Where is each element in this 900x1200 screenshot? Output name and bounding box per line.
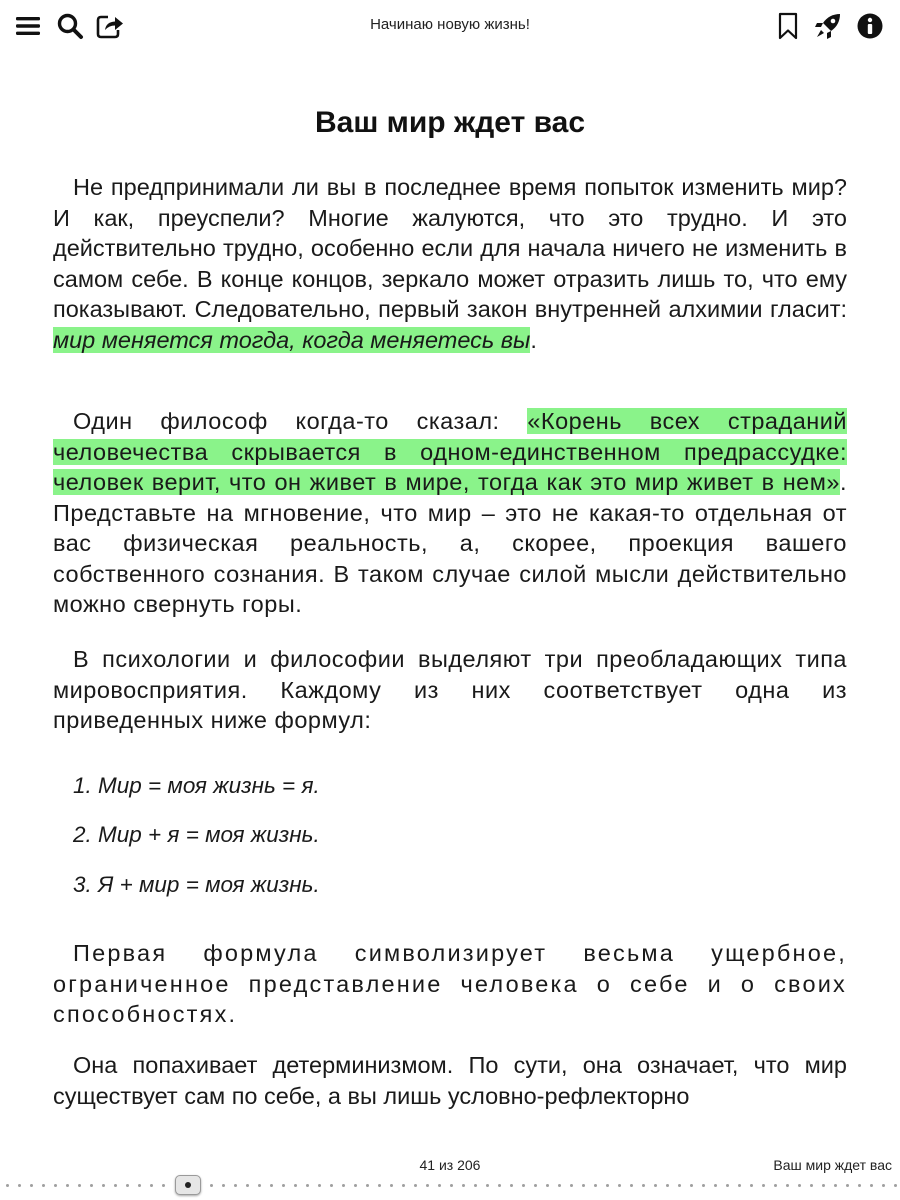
scrubber-dot [570,1184,573,1187]
scrubber-dot [366,1184,369,1187]
page-scrubber[interactable] [0,1178,900,1192]
scrubber-dot [798,1184,801,1187]
scrubber-dot [762,1184,765,1187]
scrubber-dot [882,1184,885,1187]
paragraph-2-post: . Представьте на мгновение, что мир – это не какая-то отдельная от вас физическая реальность, а, скорее, проекция вашего собственного сознания. В таком случае силой мысли действительно можно свернуть горы. [53,469,847,617]
info-icon [856,12,884,40]
scrubber-dot [870,1184,873,1187]
scrubber-dot [378,1184,381,1187]
scrubber-dot [354,1184,357,1187]
top-toolbar [0,0,900,54]
scrubber-dot [294,1184,297,1187]
scrubber-dot [90,1184,93,1187]
scrubber-dot [726,1184,729,1187]
scrubber-dot [474,1184,477,1187]
highlight-2[interactable]: «Корень всех страданий человечества скрывается в одном-единственном предрассудке: человек верит, что он живет в мире, тогда как это мир живет в нем» [53,408,847,495]
scrubber-dot [786,1184,789,1187]
scrubber-dot [330,1184,333,1187]
scrubber-dot [558,1184,561,1187]
scrubber-dot [666,1184,669,1187]
scrubber-dot [858,1184,861,1187]
scrubber-dot [30,1184,33,1187]
scrubber-dot [546,1184,549,1187]
scrubber-dot [162,1184,165,1187]
scrubber-dot [774,1184,777,1187]
scrubber-dot [318,1184,321,1187]
scrubber-dot [690,1184,693,1187]
share-button[interactable] [94,10,126,42]
scrubber-dot [750,1184,753,1187]
scrubber-dot [246,1184,249,1187]
scrubber-dot [522,1184,525,1187]
menu-icon [14,14,42,38]
paragraph-1-end: . [530,326,537,353]
scrubber-dot [642,1184,645,1187]
scrubber-dot [486,1184,489,1187]
scrubber-dot [678,1184,681,1187]
scrubber-dot [402,1184,405,1187]
scrubber-dot [54,1184,57,1187]
scrubber-dot [102,1184,105,1187]
scrubber-dot [414,1184,417,1187]
scrubber-dot [582,1184,585,1187]
scrubber-dot [630,1184,633,1187]
scrubber-dot [342,1184,345,1187]
scrubber-dot [594,1184,597,1187]
scrubber-dot [18,1184,21,1187]
scrubber-dot [66,1184,69,1187]
search-icon [56,12,84,40]
scrubber-dot [234,1184,237,1187]
scrubber-dot [390,1184,393,1187]
menu-button[interactable] [12,10,44,42]
paragraph-2-pre: Один философ когда-то сказал: [73,408,528,434]
paragraph-1 [53,172,847,355]
scrubber-dot [282,1184,285,1187]
scrubber-dot [510,1184,513,1187]
scrubber-dot [138,1184,141,1187]
search-button[interactable] [54,10,86,42]
scrubber-dot [42,1184,45,1187]
paragraph-2 [53,406,847,620]
scrubber-dot [498,1184,501,1187]
rocket-button[interactable] [812,10,844,42]
bookmark-icon [777,12,799,40]
scrubber-dot [702,1184,705,1187]
scrubber-dot [534,1184,537,1187]
scrubber-dot [150,1184,153,1187]
scrubber-dot [270,1184,273,1187]
formula-3: 3. Я + мир = моя жизнь. [73,872,320,897]
page-counter: 41 из 206 [419,1157,481,1173]
scrubber-dot [462,1184,465,1187]
scrubber-dot [450,1184,453,1187]
formula-1: 1. Мир = моя жизнь = я. [73,773,320,798]
scrubber-dot [258,1184,261,1187]
scrubber-dot [306,1184,309,1187]
page-scrubber-thumb[interactable] [175,1175,201,1195]
scrubber-dot [606,1184,609,1187]
share-icon [95,12,125,40]
formula-2: 2. Мир + я = моя жизнь. [73,822,320,847]
paragraph-3: В психологии и философии выделяют три преобладающих типа мировосприятия. Каждому из них соответствует одна из приведенных ниже формул: [53,646,847,733]
scrubber-dot [114,1184,117,1187]
bookmark-button[interactable] [772,10,804,42]
scrubber-dot [738,1184,741,1187]
highlight-1[interactable]: мир меняется тогда, когда меняетесь вы [53,326,531,353]
scrubber-dot [822,1184,825,1187]
paragraph-4: Первая формула символизирует весьма ущербное, ограниченное представление человека о себе и о своих способностях. [53,940,847,1027]
scrubber-dot [78,1184,81,1187]
scrubber-dot [6,1184,9,1187]
scrubber-dot [810,1184,813,1187]
info-button[interactable] [854,10,886,42]
scrubber-dot [210,1184,213,1187]
scrubber-dot [426,1184,429,1187]
paragraph-5: Она попахивает детерминизмом. По сути, она означает, что мир существует сам по себе, а вы лишь условно-рефлекторно [53,1052,847,1109]
scrubber-dot [834,1184,837,1187]
paragraph-1-text: Не предпринимали ли вы в последнее время попыток изменить мир? И как, преуспели? Многие жалуются, что это трудно. И это действительно трудно, особенно если для начала ничего не изменить в самом себе. В конце концов, зеркало может отразить лишь то, что ему показывают. Следовательно, первый закон внутренней алхимии гласит: [53,174,847,322]
scrubber-dot [618,1184,621,1187]
footer-chapter-title: Ваш мир ждет вас [773,1157,892,1173]
scrubber-dot [714,1184,717,1187]
scrubber-dot [654,1184,657,1187]
chapter-title: Ваш мир ждет вас [314,106,586,139]
scrubber-dot [438,1184,441,1187]
scrubber-dot [846,1184,849,1187]
scrubber-dot [126,1184,129,1187]
rocket-icon [813,11,843,41]
scrubber-dot [222,1184,225,1187]
book-title: Начинаю новую жизнь! [370,16,530,33]
scrubber-dot [894,1184,897,1187]
